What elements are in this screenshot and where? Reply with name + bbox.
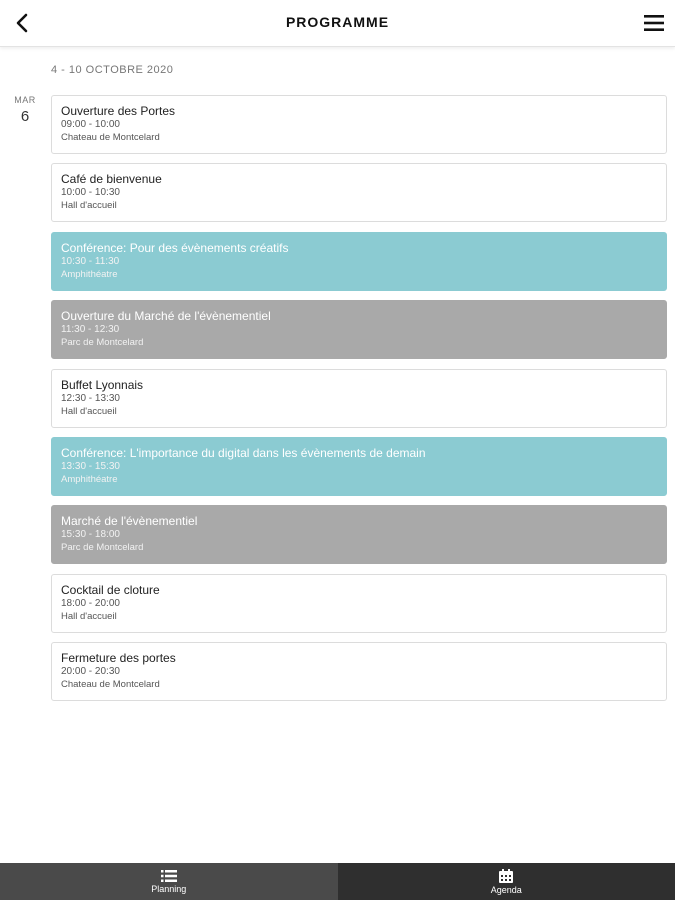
bottom-tab-bar bbox=[0, 863, 675, 900]
list-icon bbox=[161, 870, 177, 882]
tab-agenda[interactable] bbox=[338, 863, 675, 900]
event-time: 15:30 - 18:00 bbox=[61, 529, 120, 541]
event-time: 20:00 - 20:30 bbox=[61, 666, 120, 678]
event-card[interactable] bbox=[51, 437, 667, 496]
tab-planning[interactable] bbox=[0, 863, 338, 900]
event-location: Parc de Montcelard bbox=[61, 542, 144, 554]
event-time: 13:30 - 15:30 bbox=[61, 460, 120, 472]
event-time: 09:00 - 10:00 bbox=[61, 119, 120, 130]
page-title: PROGRAMME bbox=[285, 14, 390, 30]
event-location: Chateau de Montcelard bbox=[61, 132, 160, 143]
event-time: 18:00 - 20:00 bbox=[61, 597, 120, 609]
event-title: Cocktail de cloture bbox=[61, 582, 160, 597]
event-time: 12:30 - 13:30 bbox=[61, 392, 120, 404]
event-card[interactable] bbox=[51, 505, 667, 564]
event-card[interactable] bbox=[51, 95, 667, 154]
event-title: Ouverture du Marché de l'évènementiel bbox=[61, 309, 271, 324]
calendar-icon bbox=[499, 869, 513, 883]
menu-button[interactable] bbox=[639, 9, 669, 37]
event-location: Hall d'accueil bbox=[61, 200, 117, 212]
day-of-week: MAR bbox=[14, 95, 36, 105]
event-time: 10:30 - 11:30 bbox=[61, 255, 120, 267]
event-list bbox=[51, 95, 667, 711]
event-location: Amphithéatre bbox=[61, 473, 118, 485]
tab-planning-label: Planning bbox=[151, 883, 187, 894]
event-time: 10:00 - 10:30 bbox=[61, 187, 120, 199]
event-card[interactable] bbox=[51, 574, 667, 633]
event-card[interactable] bbox=[51, 232, 667, 291]
event-card[interactable] bbox=[51, 163, 667, 222]
event-location: Hall d'accueil bbox=[61, 405, 117, 417]
event-card[interactable] bbox=[51, 369, 667, 428]
event-title: Café de bienvenue bbox=[61, 172, 162, 187]
event-time: 11:30 - 12:30 bbox=[61, 324, 120, 336]
event-location: Hall d'accueil bbox=[61, 610, 117, 622]
event-title: Fermeture des portes bbox=[61, 651, 176, 666]
top-bar bbox=[0, 0, 675, 47]
event-location: Chateau de Montcelard bbox=[61, 679, 160, 691]
hamburger-menu-icon bbox=[644, 15, 664, 31]
event-location: Amphithéatre bbox=[61, 268, 118, 280]
tab-agenda-label: Agenda bbox=[490, 884, 522, 895]
event-title: Ouverture des Portes bbox=[61, 104, 176, 118]
day-number: 6 bbox=[20, 108, 30, 125]
event-card[interactable] bbox=[51, 642, 667, 701]
week-range-label: 4 - 10 OCTOBRE 2020 bbox=[51, 64, 174, 76]
event-title: Conférence: L'importance du digital dans les évènements de demain bbox=[61, 445, 426, 460]
event-card[interactable] bbox=[51, 300, 667, 359]
event-title: Marché de l'évènementiel bbox=[61, 514, 198, 529]
event-title: Buffet Lyonnais bbox=[61, 377, 144, 392]
event-title: Conférence: Pour des évènements créatifs bbox=[61, 240, 289, 255]
event-location: Parc de Montcelard bbox=[61, 337, 144, 349]
